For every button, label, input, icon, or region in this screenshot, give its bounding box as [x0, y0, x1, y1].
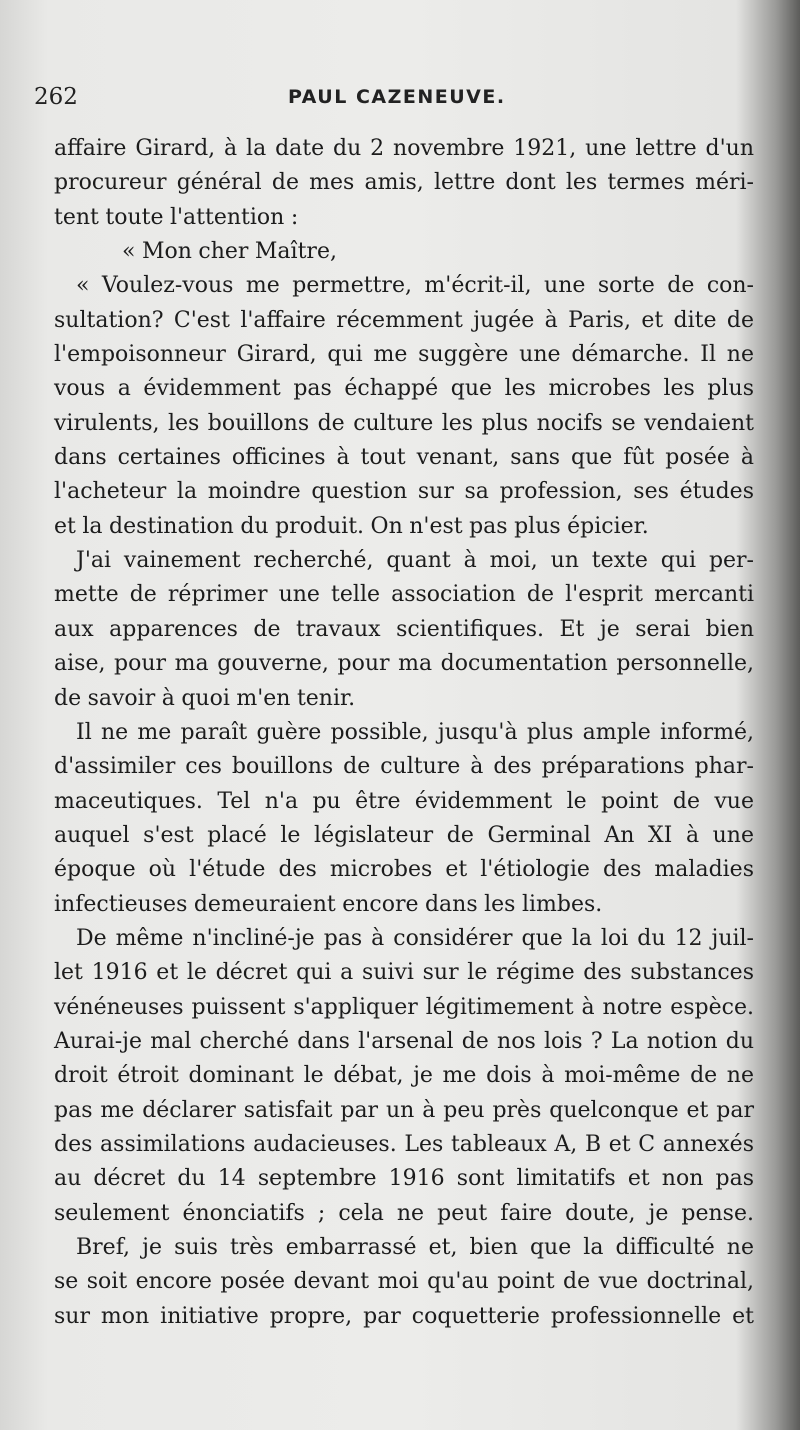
text-line: se soit encore posée devant moi qu'au point de vue doctrinal,: [54, 1269, 754, 1295]
text-line: « Voulez-vous me permettre, m'écrit-il, une sorte de con-: [76, 273, 754, 299]
text-line: aux apparences de travaux scientifiques. Et je serai bien: [54, 616, 754, 642]
text-line: Il ne me paraît guère possible, jusqu'à plus ample informé,: [76, 719, 754, 745]
text-line: let 1916 et le décret qui a suivi sur le régime des substances: [54, 960, 754, 986]
text-line: procureur général de mes amis, lettre dont les termes méri-: [54, 170, 754, 196]
text-line: mette de réprimer une telle association de l'esprit mercanti: [54, 582, 754, 608]
text-line: aise, pour ma gouverne, pour ma documentation personnelle,: [54, 651, 754, 677]
text-line: virulents, les bouillons de culture les plus nocifs se vendaient: [54, 410, 754, 436]
text-line: dans certaines officines à tout venant, sans que fût posée à: [54, 445, 754, 471]
text-line: droit étroit dominant le débat, je me dois à moi-même de ne: [54, 1063, 754, 1089]
text-line: de savoir à quoi m'en tenir.: [54, 685, 356, 711]
text-line: des assimilations audacieuses. Les tableaux A, B et C annexés: [54, 1131, 754, 1157]
text-line: tent toute l'attention :: [54, 204, 299, 230]
text-line: sultation? C'est l'affaire récemment jugée à Paris, et dite de: [54, 307, 754, 333]
text-line: maceutiques. Tel n'a pu être évidemment le point de vue: [54, 788, 754, 814]
body-text: [54, 132, 754, 1334]
page-number: 262: [34, 84, 78, 110]
text-line: auquel s'est placé le législateur de Germinal An XI à une: [54, 822, 754, 848]
text-line: vous a évidemment pas échappé que les microbes les plus: [54, 376, 754, 402]
text-line: affaire Girard, à la date du 2 novembre 1921, une lettre d'un: [54, 136, 754, 161]
text-line: époque où l'étude des microbes et l'étiologie des maladies: [54, 857, 754, 883]
text-line: « Mon cher Maître,: [122, 239, 337, 265]
text-line: l'acheteur la moindre question sur sa profession, ses études: [54, 479, 754, 505]
text-line: l'empoisonneur Girard, qui me suggère une démarche. Il ne: [54, 342, 754, 368]
page-header: [34, 84, 734, 116]
text-line: De même n'incliné-je pas à considérer que la loi du 12 juil-: [76, 925, 754, 951]
text-line: pas me déclarer satisfait par un à peu près quelconque et par: [54, 1097, 754, 1123]
text-line: au décret du 14 septembre 1916 sont limitatifs et non pas: [54, 1166, 754, 1192]
text-line: vénéneuses puissent s'appliquer légitimement à notre espèce.: [54, 994, 754, 1020]
text-line: sur mon initiative propre, par coquetterie professionnelle et: [54, 1303, 754, 1329]
running-head: PAUL CAZENEUVE.: [288, 86, 506, 108]
text-line: Bref, je suis très embarrassé et, bien que la difficulté ne: [76, 1235, 754, 1260]
text-line: et la destination du produit. On n'est pas plus épicier.: [54, 513, 649, 539]
text-line: Aurai-je mal cherché dans l'arsenal de nos lois ? La notion du: [54, 1028, 754, 1054]
text-line: J'ai vainement recherché, quant à moi, un texte qui per-: [76, 548, 754, 574]
text-line: seulement énonciatifs ; cela ne peut faire doute, je pense.: [54, 1200, 754, 1226]
text-line: infectieuses demeuraient encore dans les limbes.: [54, 891, 603, 917]
text-line: d'assimiler ces bouillons de culture à des préparations phar-: [54, 754, 754, 780]
